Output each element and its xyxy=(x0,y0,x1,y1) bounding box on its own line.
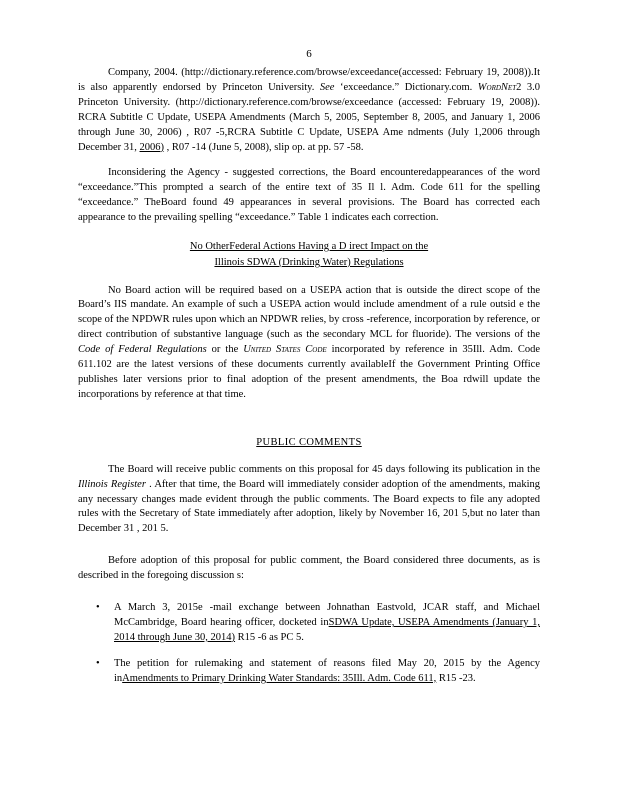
nba-seg2: or the xyxy=(206,344,244,356)
heading-no-other-federal-actions xyxy=(78,239,540,271)
bullet-1-seg2: R15 -6 as PC 5. xyxy=(235,631,304,643)
document-body xyxy=(78,66,540,698)
pcp-seg2: . After that time, the Board will immediately consider adoption of the amendments, making any necessary changes made evident through the public comments. The Board expects to file any adopted rules with the Secretary of State immediately after adoption, likely by November 16, 201 5,but no later than December 31 , 201 5. xyxy=(78,478,540,535)
citation-seg4: 2 3.0 Princeton University. (http://dictionary.reference.com/browse/exceedance (accessed: February 19, 2008)). RCRA Subtitle C Update, USEPA Amendments (March 5, 2005, September 8, 2005, and January 1, 2006 through June 30, 2006) , R07 -5,RCRA Subtitle C Update, USEPA Ame ndments (July 1,2006 through December 31, xyxy=(78,81,541,153)
bullet-1-seg1: A March 3, 2015e -mail exchange between Johnathan Eastvold, JCAR staff, and Michael McCambridge, Board hearing officer, docketed in xyxy=(114,602,540,628)
page-number: 6 xyxy=(306,48,312,60)
citation-seg2: It is also apparently endorsed by Princeton University. xyxy=(78,67,540,93)
nba-italic-usc: United States Code xyxy=(243,344,327,356)
bullet-icon: • xyxy=(96,602,100,614)
list-item xyxy=(78,601,540,646)
section-heading-public-comments xyxy=(78,436,540,451)
documents-list xyxy=(78,601,540,687)
citation-underline-2006: 2006) xyxy=(139,141,165,153)
bullet-2-underline: Amendments to Primary Drinking Water Standards: 35Ill. Adm. Code 611, xyxy=(122,672,437,684)
nba-italic-cfr: Code of Federal Regulations xyxy=(78,344,207,356)
bullet-2-seg2: R15 -23. xyxy=(436,672,476,684)
pcp-italic-illinois-register: Illinois Register xyxy=(78,478,146,490)
citation-see: See xyxy=(319,81,335,93)
nba-seg1: No Board action will be required based on a USEPA action that is outside the direct scope of the Board’s IIS mandate. An example of such a USEPA action would include amendment of a rule outsid e the scope of the NPDWR rules upon which an NPDWR relies, by cross -reference, incorporation by reference, or direct contribution of substantive language (such as the secondary MCL for fluoride). The versions of the xyxy=(78,284,540,341)
bullet-2-seg1: The petition for rulemaking and statement of reasons filed May 20, 2015 by the Agency in xyxy=(114,657,540,684)
paragraph-citations xyxy=(78,66,540,155)
citation-wordnet: WordNet xyxy=(477,81,517,93)
heading-line-2: Illinois SDWA (Drinking Water) Regulations xyxy=(214,256,404,268)
bullet-icon: • xyxy=(96,657,100,669)
paragraph-no-board-action xyxy=(78,284,540,403)
section-heading-text: PUBLIC COMMENTS xyxy=(256,436,362,448)
pcp-seg1: The Board will receive public comments on this proposal for 45 days following its publication in the xyxy=(108,463,540,475)
heading-line-1: No OtherFederal Actions Having a D irect Impact on the xyxy=(189,241,429,253)
list-item xyxy=(78,657,540,687)
paragraph-exceedance-corrections: Inconsidering the Agency - suggested corrections, the Board encounteredappearances of the word “exceedance.”This prompted a search of the entire text of 35 Il l. Adm. Code 611 for the spelling “exceedance.” TheBoard found 49 appearances in several provisions. The Board has corrected each appearance to the prevailing spelling “exceedance.” Table 1 indicates each correction. xyxy=(78,167,540,224)
citation-seg5: , R07 -14 (June 5, 2008), slip op. at pp. 57 -58. xyxy=(164,141,364,153)
paragraph-public-comment-period xyxy=(78,463,540,538)
citation-seg1: Company, 2004. (http://dictionary.reference.com/browse/exceedance(accessed: February 19, 2008)). xyxy=(108,67,534,78)
bullet-1-underline: SDWA Update, USEPA Amendments (January 1, 2014 through June 30, 2014) xyxy=(114,616,540,643)
nba-seg3: incorporated by reference in 35Ill. Adm. Code 611.102 are the latest versions of these documents currently availableIf the Government Printing Office publishes later versions prior to final adoption of the present amendments, the Boa rdwill update the incorporations by reference at that time. xyxy=(78,344,541,400)
paragraph-documents-considered: Before adoption of this proposal for public comment, the Board considered three documents, as is described in the foregoing discussion s: xyxy=(78,555,540,582)
citation-seg3: ‘exceedance.” Dictionary.com. xyxy=(334,81,478,93)
